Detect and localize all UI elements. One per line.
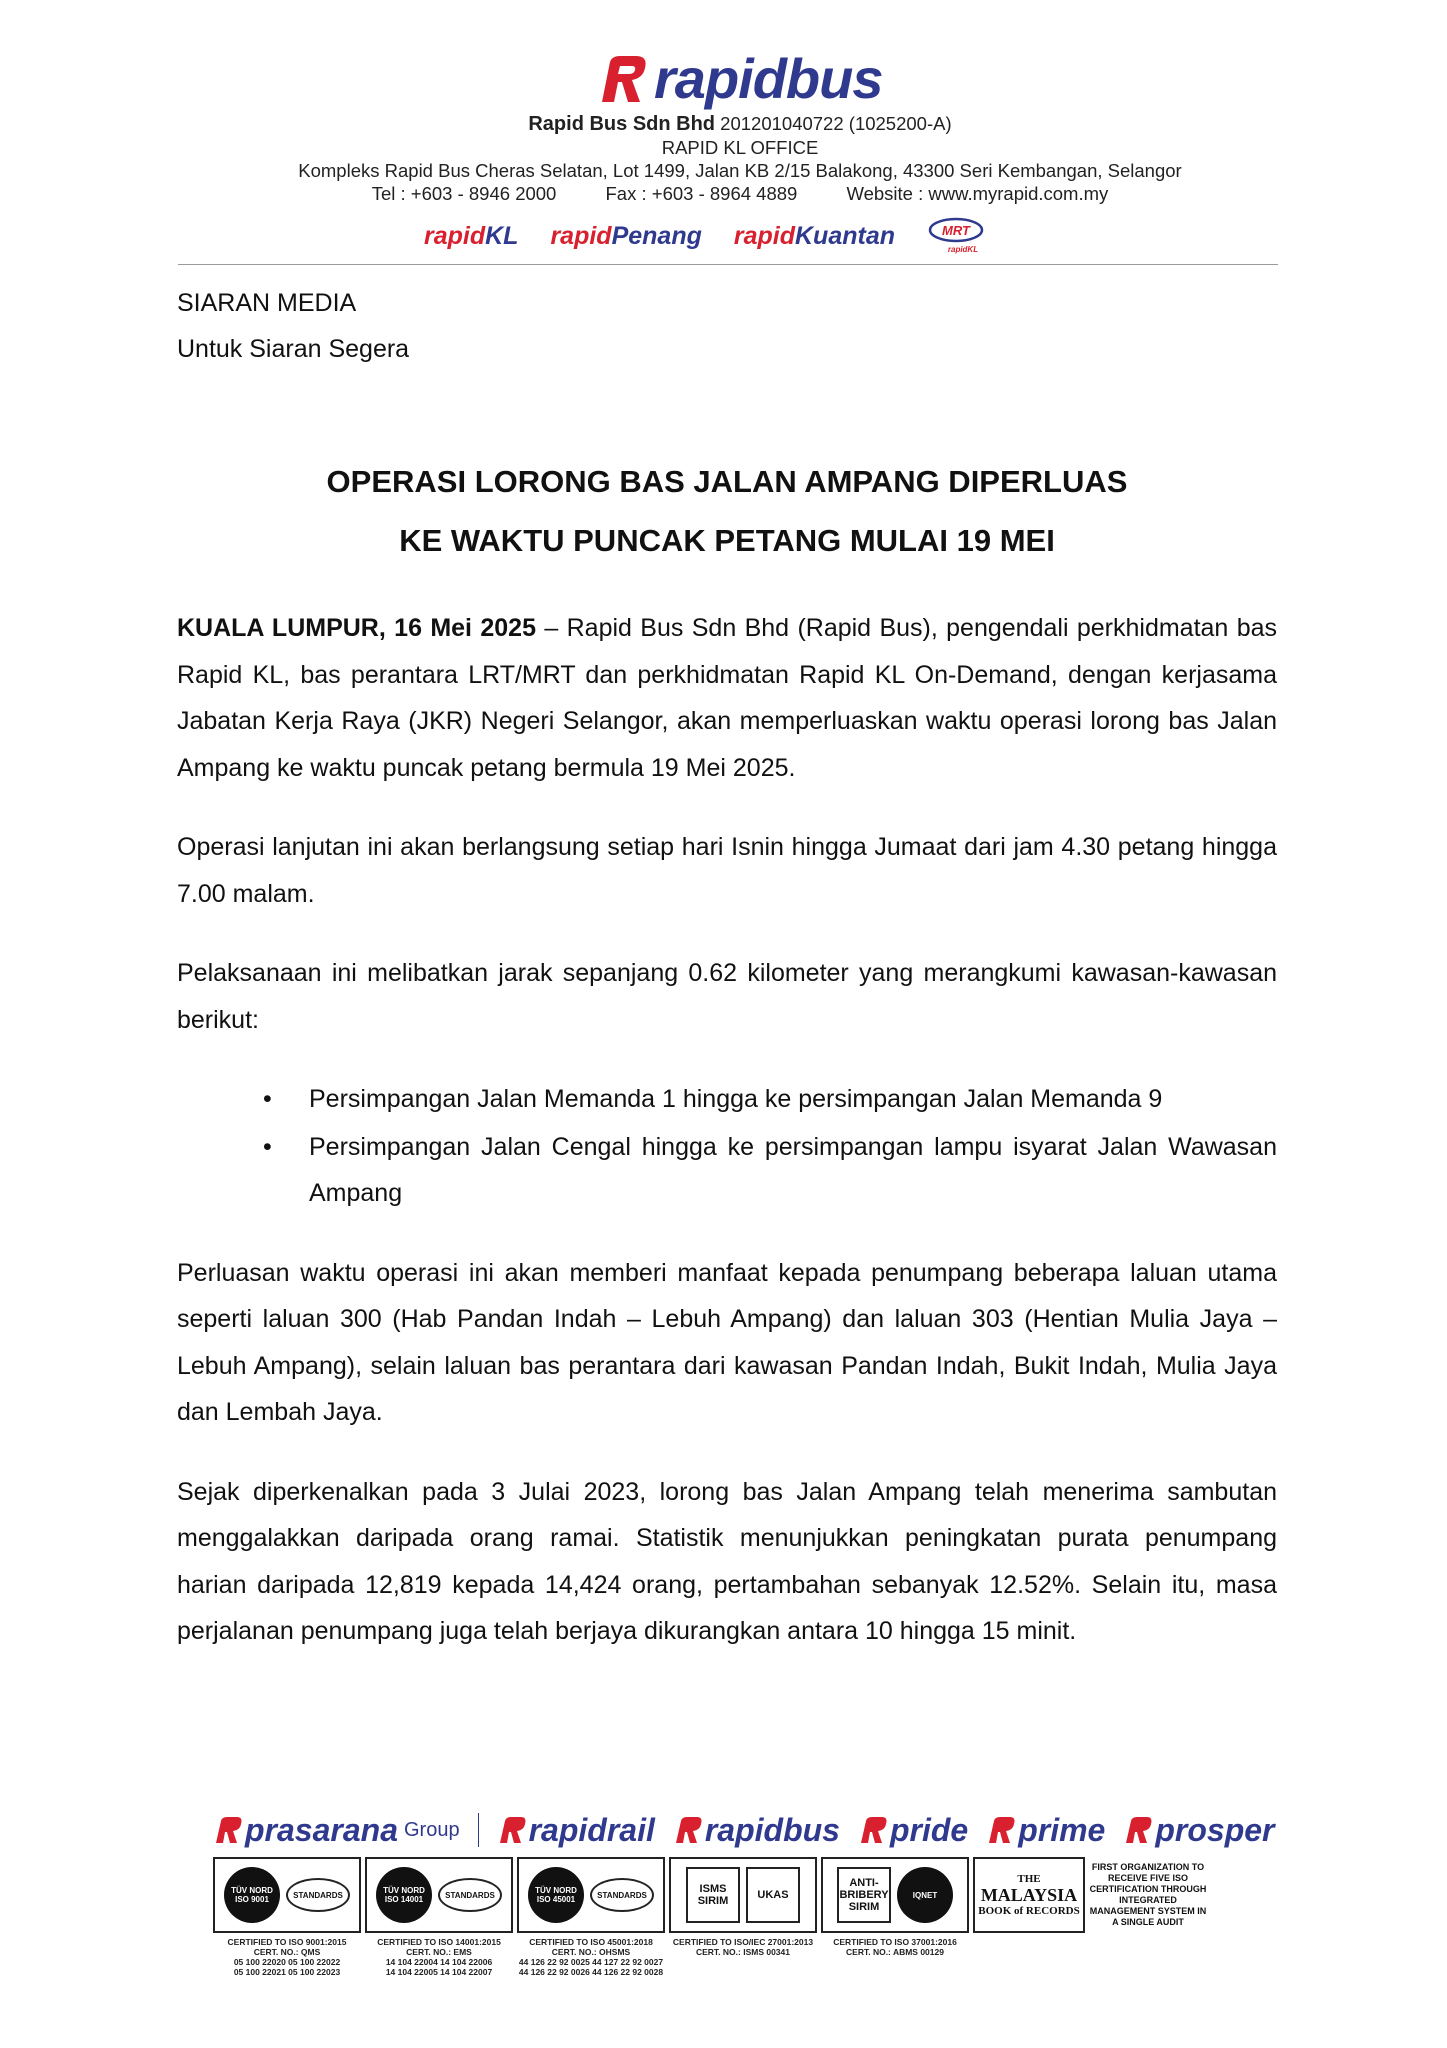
isms-seal-icon: ISMS SIRIM	[686, 1867, 740, 1923]
website: Website : www.myrapid.com.my	[846, 183, 1109, 204]
release-body	[177, 605, 1277, 1688]
headline	[177, 452, 1277, 570]
brand-prasarana: prasarana Group	[213, 1812, 460, 1849]
paragraph-4: Perluasan waktu operasi ini akan memberi manfaat kepada penumpang beberapa laluan utama seperti laluan 300 (Hab Pandan Indah – Lebuh Ampang) dan laluan 303 (Hentian Mulia Jaya – Lebuh Ampang), selain laluan bas perantara dari kawasan Pandan Indah, Bukit Indah, Mulia Jaya dan Lembah Jaya.	[177, 1258, 1277, 1426]
cert-iso-27001	[669, 1857, 817, 1933]
list-item: • Persimpangan Jalan Cengal hingga ke persimpangan lampu isyarat Jalan Wawasan Ampang	[177, 1124, 1277, 1217]
cert-caption: CERTIFIED TO ISO 9001:2015 CERT. NO.: QMS 05 100 22020 05 100 22022 05 100 22021 05 100 22023	[227, 1937, 347, 1977]
fax: Fax : +603 - 8964 4889	[605, 183, 798, 204]
brand-rapidpenang: rapidPenang	[550, 221, 702, 250]
company-name: Rapid Bus Sdn Bhd	[528, 113, 716, 135]
contact-line	[240, 182, 1240, 205]
cert-iso-45001	[517, 1857, 665, 1933]
certification-seal-icon: TÜV NORD ISO 14001	[376, 1867, 432, 1923]
certification-row	[213, 1857, 1207, 1933]
paragraph-3: Pelaksanaan ini melibatkan jarak sepanjang 0.62 kilometer yang merangkumi kawasan-kawasan berikut:	[177, 959, 1277, 1034]
certification-seal-icon: TÜV NORD ISO 9001	[224, 1867, 280, 1923]
brand-rapidrail: rapidrail	[497, 1812, 655, 1849]
mrt-badge-icon	[927, 216, 985, 256]
cert-iso-37001	[821, 1857, 969, 1933]
rapid-r-icon	[596, 52, 650, 106]
release-label: SIARAN MEDIA	[177, 289, 357, 317]
brand-rapidkl: rapidKL	[424, 221, 519, 250]
cert-iso-9001	[213, 1857, 361, 1933]
company-address: Kompleks Rapid Bus Cheras Selatan, Lot 1499, Jalan KB 2/15 Balakong, 43300 Seri Kembangan, Selangor	[298, 160, 1182, 181]
svg-text:MRT: MRT	[942, 223, 970, 238]
prasarana-mark-icon	[213, 1815, 243, 1845]
iqnet-mark-icon: IQNET	[897, 1867, 953, 1923]
company-info	[240, 112, 1240, 205]
svg-text:rapidKL: rapidKL	[947, 245, 979, 254]
release-intro	[177, 280, 409, 372]
anti-bribery-seal-icon: ANTI-BRIBERY SIRIM	[837, 1867, 891, 1923]
list-item: • Persimpangan Jalan Memanda 1 hingga ke persimpangan Jalan Memanda 9	[177, 1076, 1277, 1123]
headline-line-2: KE WAKTU PUNCAK PETANG MULAI 19 MEI	[399, 523, 1055, 558]
rapid-mark-icon	[858, 1815, 888, 1845]
cert-caption: CERTIFIED TO ISO 45001:2018 CERT. NO.: OHSMS 44 126 22 92 0025 44 127 22 92 0027 44 126 22 92 0026 44 126 22 92 0028	[518, 1937, 664, 1977]
certification-seal-icon: TÜV NORD ISO 45001	[528, 1867, 584, 1923]
paragraph-1: KUALA LUMPUR, 16 Mei 2025 – Rapid Bus Sdn Bhd (Rapid Bus), pengendali perkhidmatan bas Rapid KL, bas perantara LRT/MRT dan perkhidmatan Rapid KL On-Demand, dengan kerjasama Jabatan Kerja Raya (JKR) Negeri Selangor, akan memperluaskan waktu operasi lorong bas Jalan Ampang ke waktu puncak petang bermula 19 Mei 2025.	[177, 614, 1278, 782]
headline-line-1: OPERASI LORONG BAS JALAN AMPANG DIPERLUAS	[326, 464, 1128, 499]
paragraph-5: Sejak diperkenalkan pada 3 Julai 2023, lorong bas Jalan Ampang telah menerima sambutan menggalakkan daripada orang ramai. Statistik menunjukkan peningkatan purata penumpang harian daripada 12,819 kepada 14,424 orang, pertambahan sebanyak 12.52%. Selain itu, masa perjalanan penumpang juga telah berjaya dikurangkan antara 10 hingga 15 minit.	[177, 1477, 1277, 1645]
area-list	[177, 1076, 1277, 1217]
brand-pride: pride	[858, 1812, 968, 1849]
standards-mark-icon: STANDARDS	[286, 1878, 350, 1912]
logo-wordmark: rapidbus	[654, 47, 883, 110]
rapid-mark-icon	[673, 1815, 703, 1845]
telephone: Tel : +603 - 8946 2000	[371, 183, 557, 204]
rapidbus-logo	[596, 48, 882, 110]
certification-captions	[213, 1937, 969, 1977]
rapid-mark-icon	[497, 1815, 527, 1845]
first-organization-note: FIRST ORGANIZATION TO RECEIVE FIVE ISO CERTIFICATION THROUGH INTEGRATED MANAGEMENT SYSTEM IN A SINGLE AUDIT	[1089, 1862, 1207, 1927]
release-sublabel: Untuk Siaran Segera	[177, 335, 410, 363]
cert-iso-14001	[365, 1857, 513, 1933]
cert-caption: CERTIFIED TO ISO 14001:2015 CERT. NO.: EMS 14 104 22004 14 104 22006 14 104 22005 14 104 22007	[377, 1937, 501, 1977]
brand-prosper: prosper	[1123, 1812, 1274, 1849]
standards-mark-icon: STANDARDS	[438, 1878, 502, 1912]
standards-mark-icon: STANDARDS	[590, 1878, 654, 1912]
cert-caption: CERTIFIED TO ISO 37001:2016 CERT. NO.: ABMS 00129	[833, 1937, 957, 1957]
paragraph-2: Operasi lanjutan ini akan berlangsung setiap hari Isnin hingga Jumaat dari jam 4.30 petang hingga 7.00 malam.	[177, 833, 1277, 908]
company-registration: 201201040722 (1025200-A)	[720, 113, 952, 134]
office-name: RAPID KL OFFICE	[661, 137, 819, 158]
dateline: KUALA LUMPUR, 16 Mei 2025	[177, 614, 536, 642]
mrt-logo	[927, 216, 985, 256]
brand-rapidbus: rapidbus	[673, 1812, 840, 1849]
brand-separator	[478, 1813, 479, 1847]
rapid-mark-icon	[986, 1815, 1016, 1845]
rapid-mark-icon	[1123, 1815, 1153, 1845]
brand-prime: prime	[986, 1812, 1105, 1849]
operator-brands	[424, 218, 985, 254]
group-brands	[213, 1810, 1274, 1850]
letterhead-divider	[178, 264, 1278, 265]
brand-rapidkuantan: rapidKuantan	[733, 221, 895, 250]
malaysia-book-of-records-logo: THE MALAYSIA BOOK of RECORDS	[973, 1857, 1085, 1933]
ukas-mark-icon: UKAS	[746, 1867, 800, 1923]
cert-caption: CERTIFIED TO ISO/IEC 27001:2013 CERT. NO.: ISMS 00341	[672, 1937, 814, 1957]
